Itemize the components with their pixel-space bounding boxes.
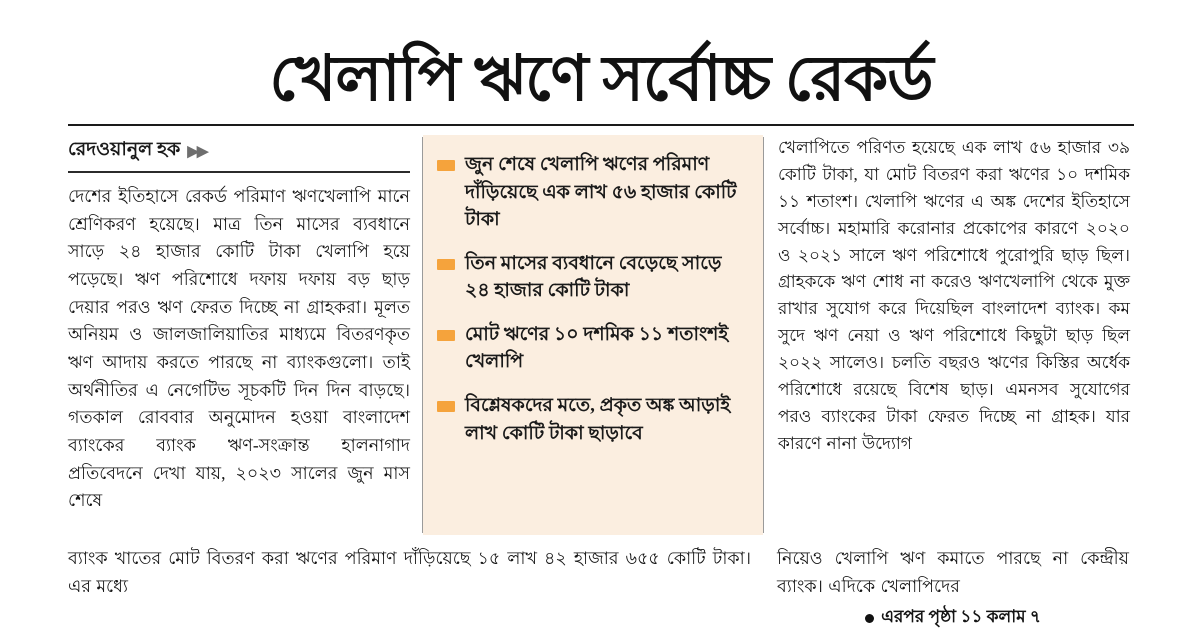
- list-item: [437, 250, 747, 305]
- column-left: [62, 135, 422, 535]
- bottom-right: [763, 545, 1135, 632]
- article-clipping: [62, 40, 1140, 627]
- square-bullet-icon: [437, 401, 455, 412]
- jump-line-text: এরপর পৃষ্ঠা ১১ কলাম ৭: [881, 607, 1041, 627]
- article-bottom: [62, 545, 1140, 632]
- body-text-bottom-right: নিয়েও খেলাপি ঋণ কমাতে পারছে না কেন্দ্রীয় ব্যাংক। এদিকে খেলাপিদের: [777, 548, 1129, 596]
- article-columns: [62, 135, 1140, 535]
- column-right: [764, 135, 1136, 535]
- square-bullet-icon: [437, 259, 455, 270]
- square-bullet-icon: [437, 330, 455, 341]
- byline: [68, 135, 410, 167]
- double-arrow-icon: ▶▶: [187, 143, 207, 160]
- list-item: [437, 392, 747, 447]
- square-bullet-icon: [437, 160, 455, 171]
- jump-line: [777, 604, 1129, 632]
- bullet-dot-icon: [865, 614, 874, 623]
- highlight-list: [437, 151, 747, 447]
- body-text-bottom-left: ব্যাংক খাতের মোট বিতরণ করা ঋণের পরিমাণ দাঁড়িয়েছে ১৫ লাখ ৪২ হাজার ৬৫৫ কোটি টাকা। এর মধ্যে: [68, 548, 751, 596]
- byline-author: রেদওয়ানুল হক: [68, 139, 181, 161]
- highlight-text: বিশ্লেষকদের মতে, প্রকৃত অঙ্ক আড়াই লাখ কোটি টাকা ছাড়াবে: [465, 394, 731, 444]
- body-text-right: খেলাপিতে পরিণত হয়েছে এক লাখ ৫৬ হাজার ৩৯ কোটি টাকা, যা মোট বিতরণ করা ঋণের ১০ দশমিক ১১ শতাংশ। খেলাপি ঋণের এ অঙ্ক দেশের ইতিহাসে সর্বোচ্চ। মহামারি করোনার প্রকোপের কারণে ২০২০ ও ২০২১ সালে ঋণ পরিশোধে পুরোপুরি ছাড় ছিল। গ্রাহককে ঋণ শোধ না করেও ঋণখেলাপি থেকে মুক্ত রাখার সুযোগ করে দিয়েছিল বাংলাদেশ ব্যাংক। কম সুদে ঋণ নেয়া ও ঋণ পরিশোধে কিছুটা ছাড় ছিল ২০২২ সালেও। চলতি বছরও ঋণের কিস্তির অর্ধেক পরিশোধে রয়েছে বিশেষ ছাড়। এমনসব সুযোগের পরও ব্যাংকের টাকা ফেরত দিচ্ছে না গ্রাহক। যার কারণে নানা উদ্যোগ: [778, 138, 1130, 453]
- highlight-text: তিন মাসের ব্যবধানে বেড়েছে সাড়ে ২৪ হাজার কোটি টাকা: [465, 252, 722, 302]
- headline-divider: [68, 124, 1134, 126]
- body-text-left: দেশের ইতিহাসে রেকর্ড পরিমাণ ঋণখেলাপি মানে শ্রেণিকরণ হয়েছে। মাত্র তিন মাসের ব্যবধানে সাড়ে ২৪ হাজার কোটি টাকা খেলাপি হয়ে পড়েছে। ঋণ পরিশোধে দফায় দফায় বড় ছাড় দেয়ার পরও ঋণ ফেরত দিচ্ছে না গ্রাহকরা। মূলত অনিয়ম ও জালজালিয়াতির মাধ্যমে বিতরণকৃত ঋণ আদায় করতে পারছে না ব্যাংকগুলো। তাই অর্থনীতির এ নেগেটিভ সূচকটি দিন দিন বাড়ছে। গতকাল রোববার অনুমোদন হওয়া বাংলাদেশ ব্যাংকের ব্যাংক ঋণ-সংক্রান্ত হালনাগাদ প্রতিবেদনে দেখা যায়, ২০২৩ সালের জুন মাস শেষে: [68, 186, 410, 511]
- column-highlights: [423, 135, 763, 535]
- list-item: [437, 151, 747, 234]
- page-title: খেলাপি ঋণে সর্বোচ্চ রেকর্ড: [269, 44, 933, 114]
- highlight-box: [423, 135, 763, 535]
- highlight-text: মোট ঋণের ১০ দশমিক ১১ শতাংশই খেলাপি: [465, 323, 729, 373]
- bottom-left: [62, 545, 763, 632]
- list-item: [437, 321, 747, 376]
- byline-divider: [68, 171, 410, 173]
- highlight-text: জুন শেষে খেলাপি ঋণের পরিমাণ দাঁড়িয়েছে এক লাখ ৫৬ হাজার কোটি টাকা: [465, 154, 737, 231]
